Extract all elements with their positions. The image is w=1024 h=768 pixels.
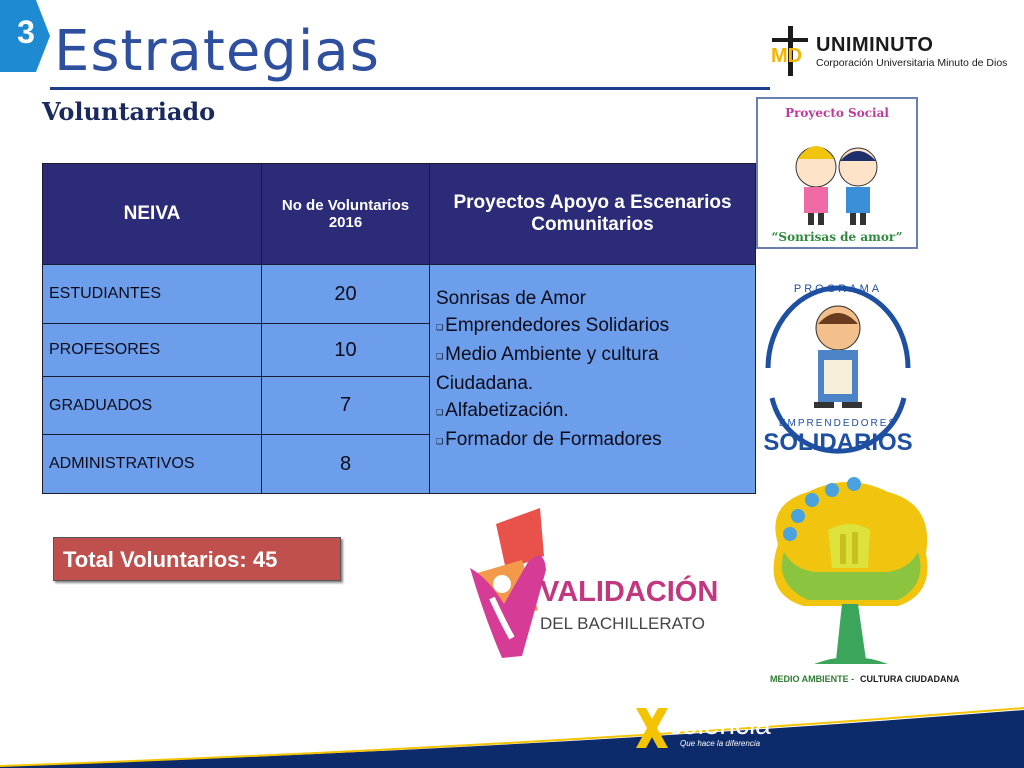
projects-cell <box>430 265 756 494</box>
role-cell: PROFESORES <box>43 324 262 377</box>
emprendedores-text: EMPRENDEDORES <box>778 418 898 429</box>
uniminuto-logo <box>768 24 1008 80</box>
medio-ambiente-caption: MEDIO AMBIENTE - <box>770 674 855 684</box>
slide-number: 3 <box>17 14 35 50</box>
table-row <box>43 265 756 324</box>
excelencia-tagline: Que hace la diferencia <box>680 739 761 748</box>
header-projects: Proyectos Apoyo a Escenarios Comunitarios <box>430 164 756 265</box>
count-cell: 8 <box>262 435 430 494</box>
validacion-title: VALIDACIÓN <box>540 576 719 608</box>
volunteers-table <box>42 163 756 494</box>
project-item: ❑ Emprendedores Solidarios <box>436 312 749 341</box>
proyecto-social-bottom: “Sonrisas de amor” <box>771 230 903 244</box>
proyecto-social-image <box>756 97 918 249</box>
cultura-ciudadana-caption: CULTURA CIUDADANA <box>860 674 960 684</box>
title-underline <box>50 87 770 90</box>
university-subname: Corporación Universitaria Minuto de Dios <box>816 57 1008 69</box>
total-volunteers-box: Total Voluntarios: 45 <box>53 537 341 581</box>
page-title: Estrategias <box>54 19 380 84</box>
header-volunteers: No de Voluntarios 2016 <box>262 164 430 265</box>
university-name: UNIMINUTO <box>816 34 934 56</box>
count-cell: 7 <box>262 377 430 435</box>
role-cell: ADMINISTRATIVOS <box>43 435 262 494</box>
excelencia-e: E <box>612 704 635 742</box>
project-item: ❑ Alfabetización. <box>436 397 749 426</box>
count-cell: 20 <box>262 265 430 324</box>
excelencia-word: celencia <box>668 709 771 740</box>
excelencia-x-mark <box>636 708 668 748</box>
header-neiva: NEIVA <box>43 164 262 265</box>
medio-ambiente-logo <box>758 474 960 688</box>
role-cell: ESTUDIANTES <box>43 265 262 324</box>
project-item: ❑ Medio Ambiente y cultura Ciudadana. <box>436 341 749 397</box>
validacion-subtitle: DEL BACHILLERATO <box>540 614 706 633</box>
footer-wave <box>0 690 1024 768</box>
excelencia-logo <box>612 698 782 763</box>
role-cell: GRADUADOS <box>43 377 262 435</box>
project-item: ❑ Formador de Formadores <box>436 426 749 455</box>
solidarios-text: SOLIDARIOS <box>763 429 913 456</box>
uniminuto-monogram: MD <box>771 45 803 67</box>
project-intro: Sonrisas de Amor <box>436 288 586 309</box>
uniminuto-emblem <box>768 24 814 80</box>
validacion-bachillerato-logo <box>466 506 719 664</box>
count-cell: 10 <box>262 324 430 377</box>
proyecto-social-top: Proyecto Social <box>785 106 889 120</box>
table-header-row <box>43 164 756 265</box>
section-subtitle: Voluntariado <box>42 97 216 126</box>
slide-number-badge <box>0 0 52 72</box>
emprendedores-solidarios-logo <box>762 268 914 464</box>
emprendedores-programa-text: PROGRAMA <box>793 283 883 295</box>
